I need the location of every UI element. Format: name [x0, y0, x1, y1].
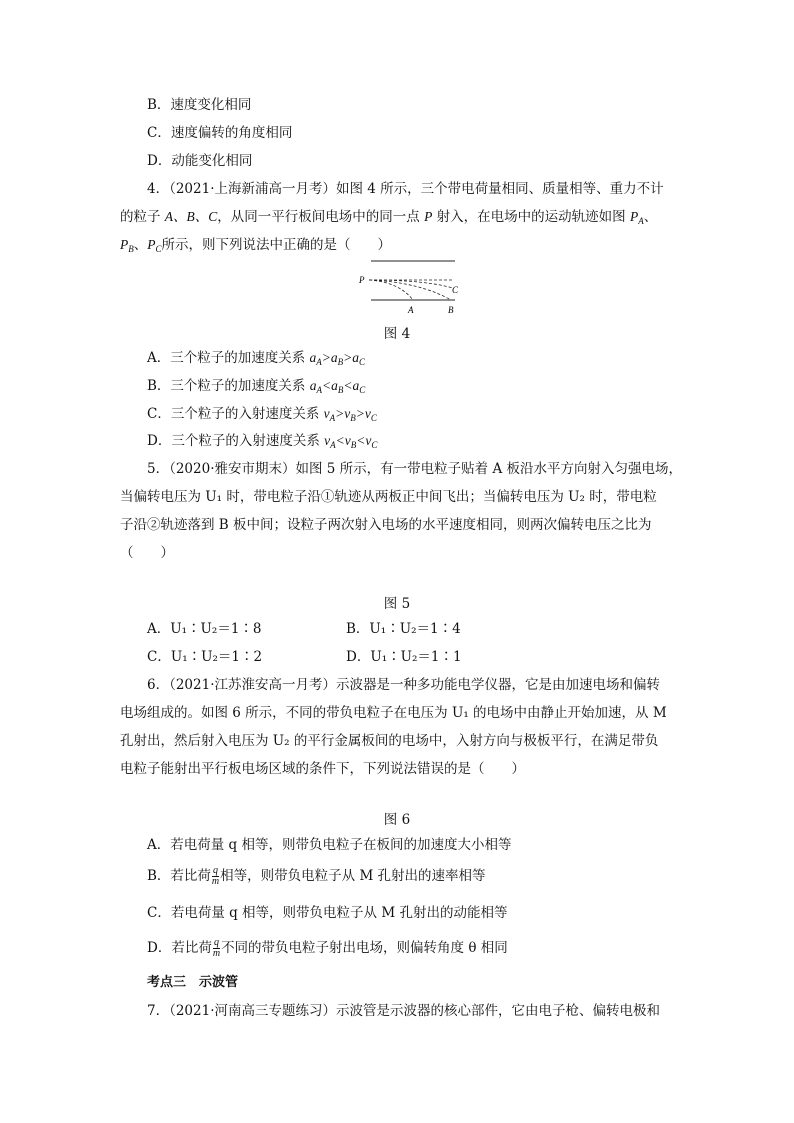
- q4-option-a: A．三个粒子的加速度关系 $a_A>a_B>a_C$: [147, 350, 366, 367]
- q6-option-d: D．若比荷 $\frac{q}{m}$ 不同的带负电粒子射出电场，则偏转角度 θ 相同: [147, 937, 508, 959]
- fig4-label-c: C: [452, 285, 459, 295]
- fig4-label-a: A: [408, 305, 414, 315]
- q6-option-c: C．若电荷量 q 相等，则带负电粒子从 M 孔射出的动能相等: [147, 905, 508, 921]
- q6-stem-line3: 孔射出，然后射入电压为 U₂ 的平行金属板间的电场中，入射方向与极板平行，在满足带负: [120, 733, 659, 749]
- q5-stem-line3: 子沿②轨迹落到 B 板中间；设粒子两次射入电场的水平速度相同，则两次偏转电压之比为: [120, 517, 652, 533]
- section-heading: 考点三 示波管: [147, 975, 239, 990]
- q5-option-c: C．U₁∶U₂＝1∶2: [147, 649, 263, 665]
- q5-option-a: A．U₁∶U₂＝1∶8: [147, 621, 262, 637]
- fig4-label-b: B: [448, 305, 454, 315]
- q4-option-b: B．三个粒子的加速度关系 $a_A<a_B<a_C$: [147, 378, 366, 395]
- q6-stem-line4: 电粒子能射出平行板电场区域的条件下，下列说法错误的是（ ）: [120, 761, 525, 777]
- fig4-label-p: P: [359, 275, 365, 285]
- q6-option-b: B．若比荷 $\frac{q}{m}$ 相等，则带负电粒子从 M 孔射出的速率相等: [147, 865, 486, 887]
- q4-option-c: C．三个粒子的入射速度关系 $v_A>v_B>v_C$: [147, 406, 377, 423]
- q4-stem-line1: 4．（2021·上海新浦高一月考）如图 4 所示，三个带电荷量相同、质量相等、重力不计: [147, 181, 664, 197]
- q6-stem-line2: 电场组成的。如图 6 所示，不同的带负电粒子在电压为 U₁ 的电场中由静止开始加速，从 M: [120, 705, 667, 721]
- ratio-q-over-m: $\frac{q}{m}$: [212, 937, 221, 959]
- figure-4-diagram: [355, 256, 465, 318]
- q4-stem-line3: $P_B$、$P_C$所示，则下列说法中正确的是（ ）: [120, 237, 392, 254]
- ratio-q-over-m: $\frac{q}{m}$: [211, 865, 220, 887]
- figure-6-caption: 图 6: [383, 812, 411, 828]
- q3-option-d: D．动能变化相同: [147, 153, 253, 169]
- q3-option-c: C．速度偏转的角度相同: [147, 125, 293, 141]
- q7-stem-line1: 7．（2021·河南高三专题练习）示波管是示波器的核心部件，它由电子枪、偏转电极和: [147, 1003, 660, 1019]
- q5-option-b: B．U₁∶U₂＝1∶4: [346, 621, 461, 637]
- q5-stem-line1: 5．（2020·雅安市期末）如图 5 所示，有一带电粒子贴着 A 板沿水平方向射入匀强电场，: [147, 461, 682, 477]
- q5-stem-line2: 当偏转电压为 U₁ 时，带电粒子沿①轨迹从两板正中间飞出；当偏转电压为 U₂ 时，带电粒: [120, 489, 657, 505]
- q6-option-a: A．若电荷量 q 相等，则带负电粒子在板间的加速度大小相等: [147, 837, 512, 853]
- q4-option-d: D．三个粒子的入射速度关系 $v_A<v_B<v_C$: [147, 433, 378, 450]
- q6-stem-line1: 6．（2021·江苏淮安高一月考）示波器是一种多功能电学仪器，它是由加速电场和偏转: [147, 677, 660, 693]
- q5-stem-line4: （ ）: [120, 545, 174, 561]
- q5-option-d: D．U₁∶U₂＝1∶1: [346, 649, 462, 665]
- q4-stem-line2: 的粒子 A、B、C，从同一平行板间电场中的同一点 P 射入，在电场中的运动轨迹如图 $P_A$、: [120, 209, 658, 226]
- figure-4-caption: 图 4: [383, 326, 411, 342]
- figure-5-caption: 图 5: [383, 596, 411, 612]
- q3-option-b: B．速度变化相同: [147, 97, 252, 113]
